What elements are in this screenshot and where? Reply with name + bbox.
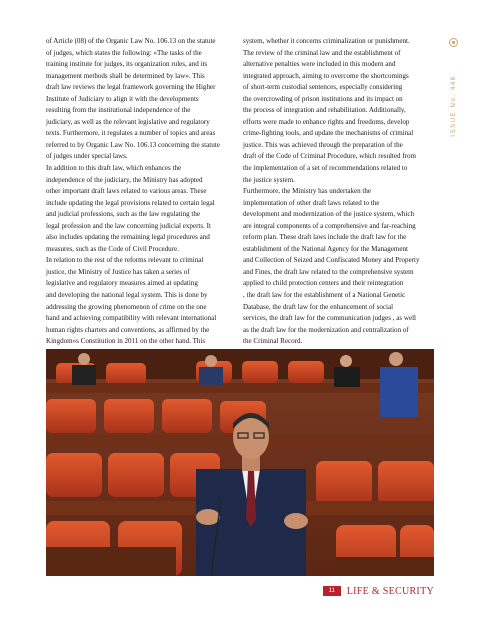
text-line: addressing the growing phenomenon of crime on the one bbox=[46, 302, 207, 311]
text-line: and Fines, the draft law related to the comprehensive system bbox=[243, 267, 414, 276]
text-line: draft law reviews the legal framework governing the Higher bbox=[46, 83, 216, 92]
text-line: development and modernization of the justice system, which bbox=[243, 210, 415, 219]
text-line: Database, the draft law for the enhancement of social bbox=[243, 302, 394, 311]
text-line: implementation of other draft laws related to the bbox=[243, 198, 380, 207]
text-line: Institute of Judiciary to align it with the developments bbox=[46, 94, 199, 103]
text-line: the Criminal Record. bbox=[243, 337, 303, 346]
text-line: system, whether it concerns criminalization or punishment. bbox=[243, 37, 410, 45]
text-line: the justice system. bbox=[243, 175, 295, 184]
parliament-photo bbox=[46, 349, 434, 576]
page-footer bbox=[323, 585, 434, 597]
left-column bbox=[46, 36, 232, 359]
text-line: efforts were made to enhance rights and freedoms, develop bbox=[243, 117, 410, 126]
text-line: Kingdom»s Constitution in 2011 on the other hand. This bbox=[46, 337, 206, 346]
text-line: In addition to this draft law, which enhances the bbox=[46, 164, 182, 173]
text-line: establishment of the National Agency for the Management bbox=[243, 244, 408, 253]
text-line: , the draft law for the establishment of a National Genetic bbox=[243, 291, 406, 300]
text-line: reform plan. These draft laws include the draft law for the bbox=[243, 233, 407, 242]
text-line: legislative and regulatory measures aimed at updating bbox=[46, 279, 198, 288]
text-line: of short-term custodial sentences, especially considering bbox=[243, 83, 403, 92]
parliament-photo-illustration bbox=[46, 349, 434, 576]
text-line: integrated approach, aiming to overcome the shortcomings bbox=[243, 71, 409, 80]
text-line: services, the draft law for the communication judges , as well bbox=[243, 314, 416, 323]
text-line: and Collection of Seized and Confiscated Money and Property bbox=[243, 256, 420, 265]
text-line: as the draft law for the modernization and centralization of bbox=[243, 325, 409, 334]
text-line: and judicial professions, such as the law regulating the bbox=[46, 210, 201, 219]
text-line: draft of the Code of Criminal Procedure, which resulted from bbox=[243, 152, 416, 161]
text-line: In relation to the rest of the reforms relevant to criminal bbox=[46, 256, 204, 265]
text-line: Furthermore, the Ministry has undertaken the bbox=[243, 187, 371, 196]
text-line: The review of the criminal law and the establishment of bbox=[243, 48, 401, 57]
text-line: independence of the judiciary, the Ministry has adopted bbox=[46, 175, 203, 184]
text-line: texts. Furthermore, it regulates a number of topics and areas bbox=[46, 129, 216, 138]
text-line: legal profession and the law concerning judicial experts. It bbox=[46, 221, 211, 230]
text-line: judiciary, as well as the relevant legislative and regulatory bbox=[46, 117, 210, 126]
issue-label: ISSUE No. 446 bbox=[451, 75, 457, 137]
text-line: justice. This was achieved through the preparation of the bbox=[243, 140, 403, 149]
emblem-icon bbox=[449, 38, 458, 47]
text-line: and developing the national legal system. This is done by bbox=[46, 291, 208, 300]
right-column bbox=[243, 36, 433, 359]
page-number: 11 bbox=[323, 586, 341, 596]
text-line: include updating the legal provisions related to certain legal bbox=[46, 198, 215, 207]
text-line: the process of integration and rehabilitation. Additionally, bbox=[243, 106, 406, 115]
text-line: resulting from the institutional independence of the bbox=[46, 106, 191, 115]
text-line: hand and achieving compatibility with relevant international bbox=[46, 314, 217, 323]
text-line: are integral components of a comprehensive and far-reaching bbox=[243, 221, 416, 230]
text-line: applied to child protection centers and their reintegration bbox=[243, 279, 404, 288]
text-line: training institute for judges, its organization rules, and its bbox=[46, 60, 208, 69]
text-line: also includes updating the remaining legal procedures and bbox=[46, 233, 210, 242]
text-line: human rights charters and conventions, as affirmed by the bbox=[46, 325, 210, 334]
issue-sidebar bbox=[442, 32, 466, 142]
magazine-brand: LIFE & SECURITY bbox=[346, 585, 434, 597]
text-line: referred to by Organic Law No. 106.13 concerning the statute bbox=[46, 140, 220, 149]
text-line: alternative penalties were included in this modern and bbox=[243, 60, 396, 69]
text-line: of judges, which states the following: «The tasks of the bbox=[46, 48, 202, 57]
text-line: of judges under special laws. bbox=[46, 152, 128, 161]
text-line: crime-fighting tools, and update the mechanisms of criminal bbox=[243, 129, 414, 138]
text-line: justice, the Ministry of Justice has taken a series of bbox=[46, 267, 190, 276]
text-line: the overcrowding of prison institutions and its impact on bbox=[243, 94, 403, 103]
text-line: management methods shall be determined by law». This bbox=[46, 71, 205, 80]
text-line: measures, such as the Code of Civil Procedure. bbox=[46, 244, 179, 253]
text-line: other important draft laws related to various areas. These bbox=[46, 187, 207, 196]
text-line: of Article (08) of the Organic Law No. 106.13 on the statute bbox=[46, 37, 216, 45]
text-line: the implementation of a set of recommendations related to bbox=[243, 164, 408, 173]
